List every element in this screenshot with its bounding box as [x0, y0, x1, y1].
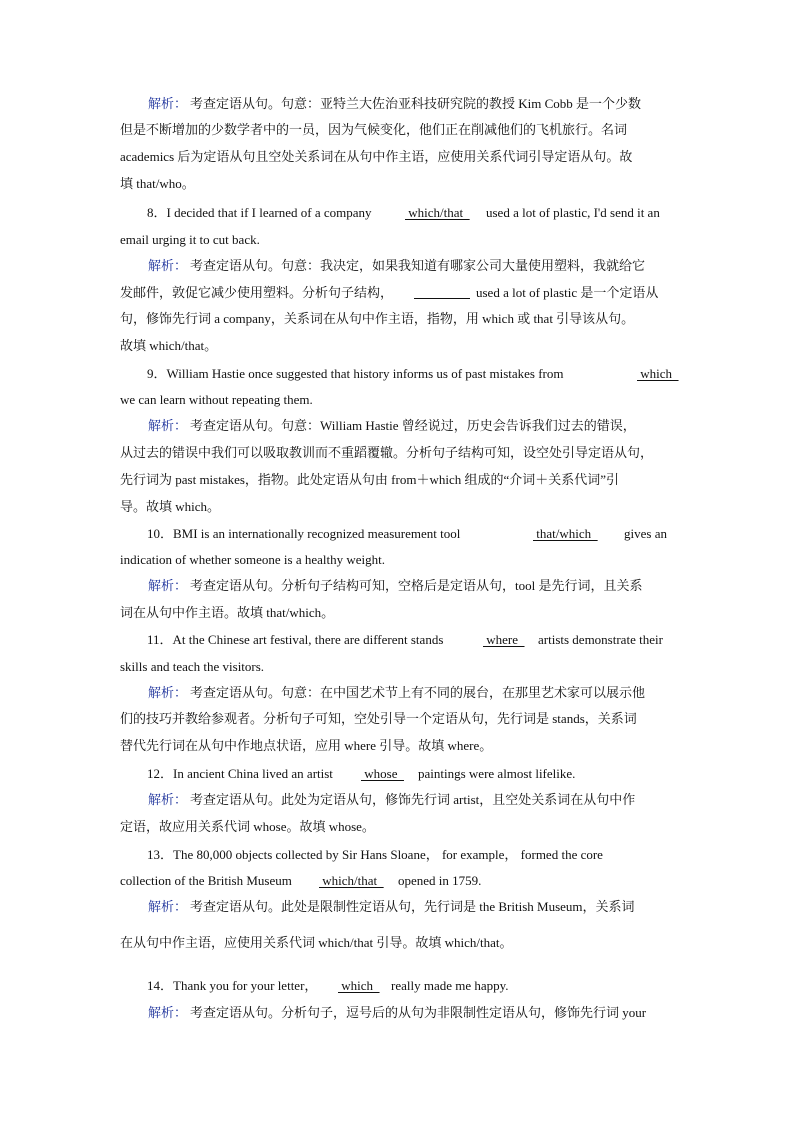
text-segment: 13．The 80,000 objects collected by Sir Hans Sloane， for example， formed the core — [147, 847, 603, 862]
analysis-label: 解析： — [148, 1005, 188, 1020]
text-segment: artists demonstrate their — [538, 632, 663, 647]
text-segment: 考查定语从句。分析句子结构可知，空格后是定语从句，tool 是先行词，且关系 — [190, 578, 643, 593]
text-segment: 发邮件，敦促它减少使用塑料。分析句子结构， — [120, 285, 394, 300]
text-segment: 考查定语从句。此处为定语从句，修饰先行词 artist，且空处关系词在从句中作 — [190, 792, 636, 807]
text-segment: opened in 1759. — [398, 873, 482, 888]
text-segment: 们的技巧并教给参观者。分析句子可知，空处引导一个定语从句，先行词是 stands，关系词 — [120, 711, 637, 726]
text-line — [0, 441, 794, 465]
text-line — [0, 414, 794, 438]
text-segment: 但是不断增加的少数学者中的一员，因为气候变化，他们正在削减他们的飞机旅行。名词 — [120, 122, 628, 137]
text-line — [0, 362, 794, 386]
text-segment: 考查定语从句。句意：在中国艺术节上有不同的展台，在那里艺术家可以展示他 — [190, 685, 646, 700]
answer-blank — [414, 298, 470, 299]
text-line — [0, 895, 794, 919]
analysis-label: 解析： — [148, 792, 188, 807]
text-segment: really made me happy. — [391, 978, 509, 993]
text-line — [0, 574, 794, 598]
text-segment: 11．At the Chinese art festival, there are different stands — [147, 632, 444, 647]
text-line — [0, 1001, 794, 1025]
text-segment: 14．Thank you for your letter， — [147, 978, 318, 993]
answer-fill: which/that — [405, 205, 470, 220]
text-segment: used a lot of plastic 是一个定语从 — [476, 285, 659, 300]
text-segment: collection of the British Museum — [120, 873, 292, 888]
text-segment: 9．William Hastie once suggested that history informs us of past mistakes from — [147, 366, 564, 381]
text-segment: paintings were almost lifelike. — [418, 766, 576, 781]
text-line — [0, 843, 794, 867]
text-segment: 故填 which/that。 — [120, 338, 218, 353]
text-segment: skills and teach the visitors. — [120, 659, 265, 674]
text-line — [0, 601, 794, 625]
text-segment: gives an — [624, 526, 667, 541]
answer-fill: which — [637, 366, 679, 381]
text-line — [0, 628, 794, 652]
text-line — [0, 388, 794, 412]
text-line — [0, 734, 794, 758]
text-segment: 填 that/who。 — [120, 176, 195, 191]
analysis-label: 解析： — [148, 899, 188, 914]
text-segment: academics 后为定语从句且空处关系词在从句中作主语，应使用关系代词引导定语从句。故 — [120, 149, 633, 164]
analysis-label: 解析： — [148, 578, 188, 593]
text-segment: 替代先行词在从句中作地点状语，应用 where 引导。故填 where。 — [120, 738, 493, 753]
text-line — [0, 92, 794, 116]
text-line — [0, 495, 794, 519]
text-segment: 句，修饰先行词 a company，关系词在从句中作主语，指物，用 which 或 that 引导该从句。 — [120, 311, 635, 326]
answer-fill: where — [483, 632, 525, 647]
text-segment: indication of whether someone is a healthy weight. — [120, 552, 385, 567]
text-line — [0, 118, 794, 142]
text-segment: we can learn without repeating them. — [120, 392, 313, 407]
text-segment: 考查定语从句。句意：亚特兰大佐治亚科技研究院的教授 Kim Cobb 是一个少数 — [190, 96, 642, 111]
text-line — [0, 145, 794, 169]
text-line — [0, 815, 794, 839]
text-line — [0, 468, 794, 492]
text-segment: 词在从句中作主语。故填 that/which。 — [120, 605, 335, 620]
text-segment: 先行词为 past mistakes，指物。此处定语从句由 from＋which 组成的“介词＋关系代词”引 — [120, 472, 620, 487]
text-segment: 从过去的错误中我们可以吸取教训而不重蹈覆辙。分析句子结构可知，设空处引导定语从句， — [120, 445, 654, 460]
text-segment: 定语，故应用关系代词 whose。故填 whose。 — [120, 819, 375, 834]
text-line — [0, 974, 794, 998]
text-line — [0, 201, 794, 225]
text-segment: 考查定语从句。句意：William Hastie 曾经说过，历史会告诉我们过去的错误， — [190, 418, 636, 433]
text-line — [0, 788, 794, 812]
analysis-label: 解析： — [148, 685, 188, 700]
answer-fill: whose — [361, 766, 404, 781]
text-segment: 考查定语从句。此处是限制性定语从句，先行词是 the British Museum，关系词 — [190, 899, 635, 914]
text-line — [0, 254, 794, 278]
text-line — [0, 681, 794, 705]
text-segment: email urging it to cut back. — [120, 232, 260, 247]
text-line — [0, 228, 794, 252]
text-segment: used a lot of plastic, I'd send it an — [486, 205, 660, 220]
analysis-label: 解析： — [148, 418, 188, 433]
text-segment: 考查定语从句。句意：我决定，如果我知道有哪家公司大量使用塑料，我就给它 — [190, 258, 646, 273]
answer-fill: which — [338, 978, 380, 993]
text-segment: 10．BMI is an internationally recognized measurement tool — [147, 526, 461, 541]
text-line — [0, 172, 794, 196]
text-line — [0, 762, 794, 786]
text-line — [0, 307, 794, 331]
text-segment: 考查定语从句。分析句子，逗号后的从句为非限制性定语从句，修饰先行词 your — [190, 1005, 647, 1020]
text-line — [0, 707, 794, 731]
text-line — [0, 655, 794, 679]
answer-fill: that/which — [533, 526, 598, 541]
text-segment: 在从句中作主语，应使用关系代词 which/that 引导。故填 which/that。 — [120, 935, 513, 950]
text-line — [0, 281, 794, 305]
text-line — [0, 334, 794, 358]
answer-fill: which/that — [319, 873, 384, 888]
text-line — [0, 548, 794, 572]
text-segment: 8．I decided that if I learned of a company — [147, 205, 372, 220]
analysis-label: 解析： — [148, 96, 188, 111]
text-segment: 12．In ancient China lived an artist — [147, 766, 333, 781]
text-line — [0, 522, 794, 546]
text-segment: 导。故填 which。 — [120, 499, 221, 514]
text-line — [0, 931, 794, 955]
text-line — [0, 869, 794, 893]
analysis-label: 解析： — [148, 258, 188, 273]
